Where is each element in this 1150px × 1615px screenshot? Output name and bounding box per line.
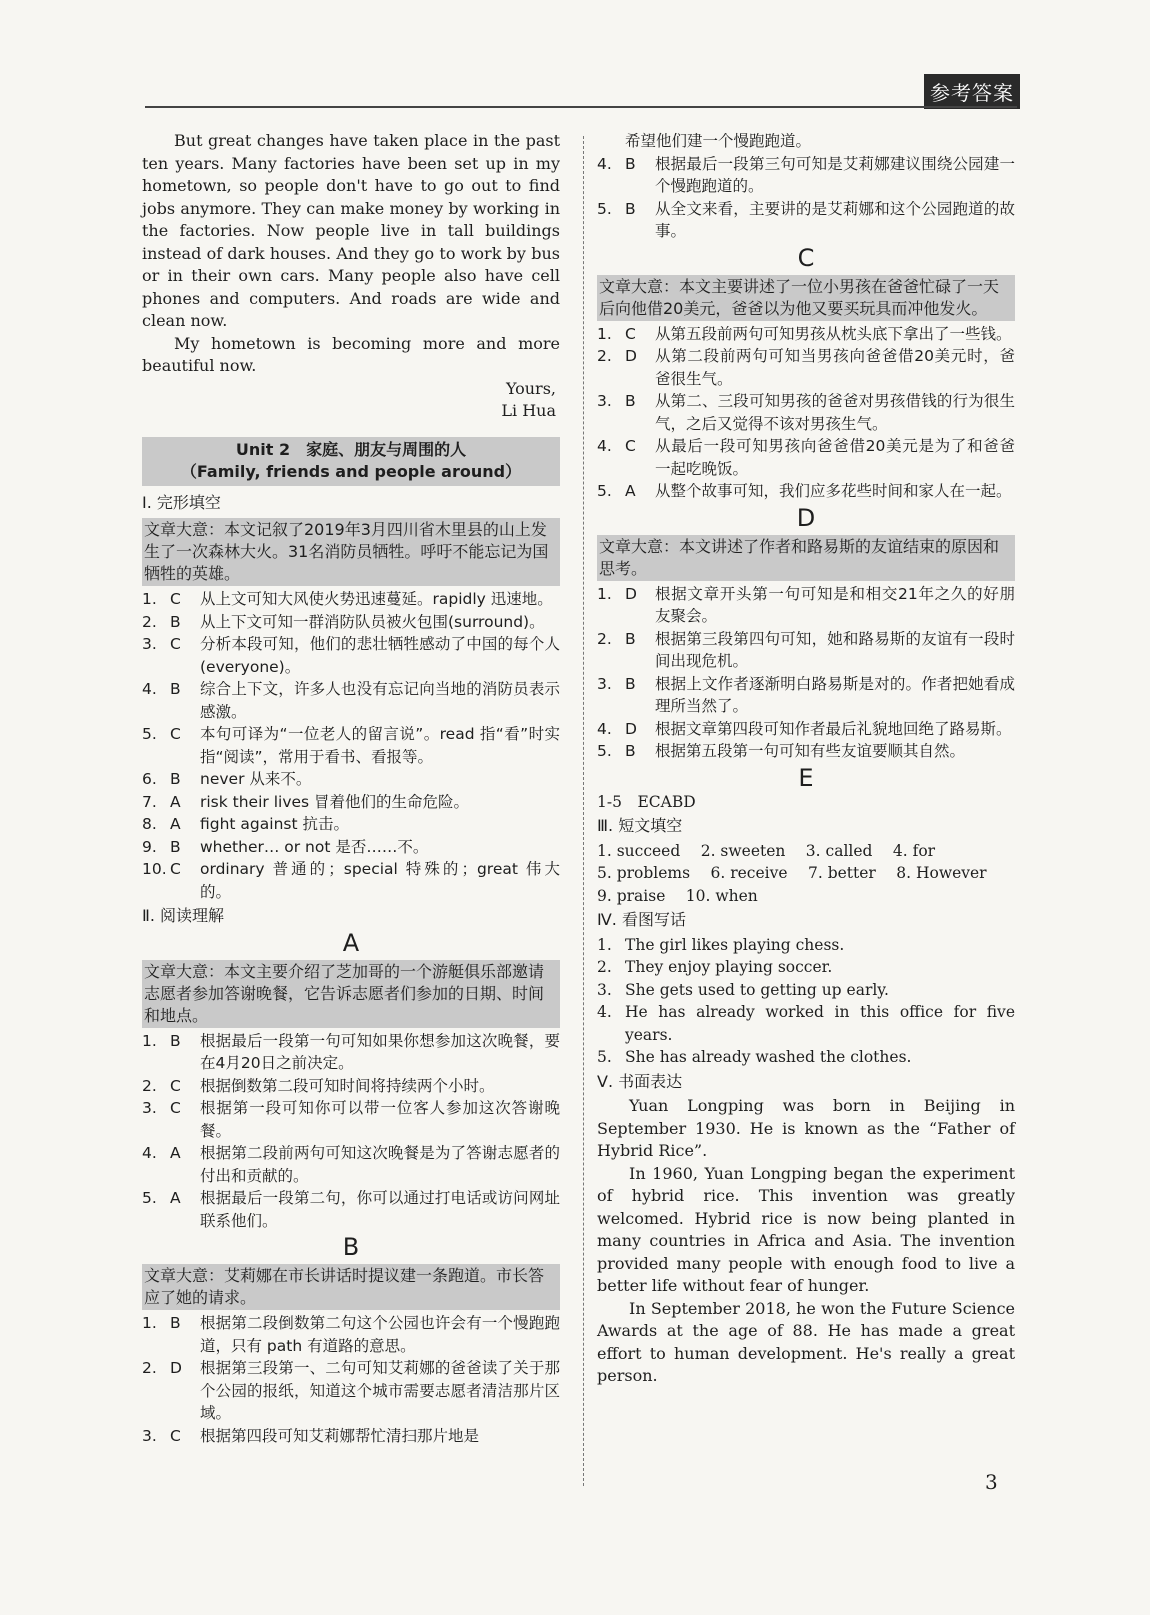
letter-closing: Yours,: [505, 378, 556, 398]
answer-letter: B: [170, 1031, 181, 1050]
essay-paragraph-1: Yuan Longping was born in Beijing in September 1930. He is known as the “Father of Hybrid Rice”.: [597, 1096, 1015, 1160]
reading-c-answers: [597, 323, 1015, 503]
answer-letter: D: [625, 719, 637, 738]
answer-letter: B: [625, 199, 636, 218]
answer-number: 8.: [142, 815, 157, 833]
left-column: [142, 130, 560, 1447]
answer-item: [142, 678, 560, 723]
picture-sentence: [597, 956, 1015, 979]
answer-number: 5.: [597, 1048, 612, 1066]
answer-letter: A: [170, 1189, 181, 1207]
answer-number: 1.: [597, 324, 612, 343]
picture-sentence: [597, 934, 1015, 957]
answer-item: [142, 791, 560, 814]
letter-signature: Li Hua: [501, 401, 556, 420]
answer-number: 3.: [142, 1099, 157, 1117]
answer-number: 4.: [597, 1003, 612, 1021]
section-heading-cloze: Ⅰ. 完形填空: [142, 492, 221, 512]
fill-line: 1. succeed 2. sweeten 3. called 4. for: [597, 841, 936, 860]
answer-text: 根据文章第四段可知作者最后礼貌地回绝了路易斯。: [655, 719, 1012, 738]
answer-number: 4.: [142, 1144, 157, 1162]
summary-a: 文章大意：本文主要介绍了芝加哥的一个游艇俱乐部邀请志愿者参加答谢晚餐，它告诉志愿者们参加的日期、时间和地点。: [142, 960, 560, 1028]
answer-item: [142, 813, 560, 836]
answer-item: [142, 1425, 560, 1448]
answer-letter: C: [170, 1076, 181, 1095]
answer-letter: A: [170, 1144, 181, 1162]
answer-letter: C: [625, 324, 636, 343]
answer-text: 从第二、三段可知男孩的爸爸对男孩借钱的行为很生气，之后又觉得不该对男孩生气。: [655, 392, 1015, 433]
answer-item: [142, 1312, 560, 1357]
answer-item: [142, 1097, 560, 1142]
reading-e-answers: 1-5 ECABD: [597, 792, 696, 811]
answer-text: 希望他们建一个慢跑跑道。: [625, 132, 812, 150]
answer-number: 7.: [142, 792, 157, 811]
answer-letter: B: [625, 629, 636, 648]
answer-text: 根据第五段第一句可知有些友谊要顺其自然。: [655, 742, 966, 760]
answer-item: [142, 836, 560, 859]
answer-text: 根据上文作者逐渐明白路易斯是对的。作者把她看成理所当然了。: [655, 674, 1015, 715]
answer-letter: C: [170, 590, 181, 608]
fill-line: 5. problems 6. receive 7. better 8. However: [597, 864, 987, 882]
cloze-answers: [142, 588, 560, 903]
picture-sentence: [597, 1001, 1015, 1046]
passage-letter-a: A: [342, 928, 360, 957]
column-divider: [583, 136, 584, 1486]
answer-item: [597, 435, 1015, 480]
answer-text: 根据第四段可知艾莉娜帮忙清扫那片地是: [200, 1426, 480, 1445]
answer-number: 4.: [597, 154, 612, 173]
answer-number: 4.: [597, 437, 612, 455]
answer-item: [142, 768, 560, 791]
answer-number: 9.: [142, 837, 157, 856]
letter-paragraph-2: My hometown is becoming more and more beautiful now.: [142, 333, 560, 375]
answer-text: 从第二段前两句可知当男孩向爸爸借20美元时，爸爸很生气。: [655, 347, 1015, 388]
answer-item: [597, 345, 1015, 390]
answer-number: 3.: [597, 392, 612, 410]
answer-text: 根据第三段第四句可知，她和路易斯的友谊有一段时间出现危机。: [655, 629, 1015, 670]
answer-item: [597, 323, 1015, 346]
answer-number: 5.: [142, 1189, 157, 1207]
unit-title: Unit 2 家庭、朋友与周围的人: [235, 439, 467, 459]
answer-text: 分析本段可知，他们的悲壮牺牲感动了中国的每个人(everyone)。: [200, 635, 560, 676]
answer-text: ordinary 普通的；special 特殊的；great 伟大的。: [200, 860, 560, 901]
answer-number: 3.: [597, 674, 612, 693]
reading-b-answers: [142, 1312, 560, 1447]
essay-paragraph-3: In September 2018, he won the Future Science Awards at the age of 88. He has made a great effort to human development. He's really a great person.: [597, 1298, 1015, 1385]
answer-number: 5.: [597, 199, 612, 218]
answer-number: 1.: [142, 590, 157, 608]
answer-text: They enjoy playing soccer.: [625, 958, 833, 976]
answer-item: [142, 633, 560, 678]
answer-letter: B: [625, 154, 636, 173]
right-column: [597, 130, 1015, 1388]
answer-letter: D: [625, 584, 637, 603]
answer-text: never 从来不。: [200, 770, 312, 788]
answer-text: She has already washed the clothes.: [625, 1048, 912, 1066]
answer-number: 1.: [142, 1031, 157, 1050]
answer-text: 根据第二段倒数第二句这个公园也许会有一个慢跑跑道，只有 path 有道路的意思。: [200, 1314, 560, 1355]
answer-item: [597, 198, 1015, 243]
answer-number: 3.: [142, 635, 157, 653]
answer-number: 2.: [142, 1359, 157, 1377]
answer-item: [142, 1142, 560, 1187]
answer-item: [597, 673, 1015, 718]
answer-number: 2.: [597, 347, 612, 365]
answer-letter: D: [625, 347, 637, 365]
answer-number: 2.: [597, 958, 612, 976]
answer-number: 5.: [597, 742, 612, 760]
answer-letter: B: [625, 742, 636, 760]
answer-text: The girl likes playing chess.: [625, 935, 845, 954]
answer-number: 2.: [597, 629, 612, 648]
unit-title-box: [142, 437, 560, 486]
passage-letter-e: E: [798, 763, 814, 792]
answer-text: 从整个故事可知，我们应多花些时间和家人在一起。: [655, 482, 1012, 500]
summary-b: 文章大意：艾莉娜在市长讲话时提议建一条跑道。市长答应了她的请求。: [142, 1264, 560, 1310]
answer-letter: C: [170, 1099, 181, 1117]
section-heading-writing: Ⅴ. 书面表达: [597, 1071, 683, 1091]
answer-item: [597, 583, 1015, 628]
answer-text: 从全文来看，主要讲的是艾莉娜和这个公园跑道的故事。: [655, 199, 1015, 240]
answer-text: fight against 抗击。: [200, 815, 349, 833]
summary-c: 文章大意：本文主要讲述了一位小男孩在爸爸忙碌了一天后向他借20美元，爸爸以为他又要买玩具而冲他发火。: [597, 275, 1015, 321]
answer-item: [142, 611, 560, 634]
passage-letter-b: B: [342, 1233, 360, 1261]
answer-text: 根据最后一段第三句可知是艾莉娜建议围绕公园建一个慢跑跑道的。: [655, 154, 1015, 195]
answer-item: [142, 1187, 560, 1232]
answer-continuation: [597, 130, 1015, 153]
answer-number: 4.: [142, 680, 157, 698]
answer-item: [597, 390, 1015, 435]
header-rule: [145, 106, 1017, 108]
answer-number: 4.: [597, 719, 612, 738]
answer-number: 10.: [142, 860, 167, 878]
answer-number: 1.: [142, 1314, 157, 1332]
answer-letter: C: [170, 860, 181, 878]
answer-letter: C: [170, 725, 181, 743]
answer-number: 3.: [597, 980, 612, 999]
answer-item: [142, 1357, 560, 1425]
answer-text: 综合上下文，许多人也没有忘记向当地的消防员表示感激。: [200, 680, 560, 721]
answer-letter: D: [170, 1359, 182, 1377]
answer-number: 2.: [142, 1076, 157, 1095]
answer-text: 根据第二段前两句可知这次晚餐是为了答谢志愿者的付出和贡献的。: [200, 1144, 560, 1185]
picture-sentence: [597, 979, 1015, 1002]
letter-paragraph-1: But great changes have taken place in the past ten years. Many factories have been set up in my hometown, so people don't have to go out to find jobs anymore. They can make money by working in the factories. Now people live in tall buildings instead of dark houses. And they go to work by bus or in their own cars. Many people also have cell phones and computers. And roads are wide and clean now.: [142, 131, 560, 330]
answer-number: 6.: [142, 770, 157, 788]
summary-cloze: 文章大意：本文记叙了2019年3月四川省木里县的山上发生了一次森林大火。31名消防员牺牲。呼吁不能忘记为国牺牲的英雄。: [142, 518, 560, 586]
answer-text: 从最后一段可知男孩向爸爸借20美元是为了和爸爸一起吃晚饭。: [655, 437, 1015, 478]
answer-letter: C: [170, 635, 181, 653]
answer-text: He has already worked in this office for five years.: [625, 1003, 1015, 1044]
answer-text: risk their lives 冒着他们的生命危险。: [200, 792, 470, 811]
answer-item: [142, 1075, 560, 1098]
answer-letter: B: [625, 392, 636, 410]
answer-item: [142, 588, 560, 611]
fill-line: 9. praise 10. when: [597, 886, 758, 905]
answer-text: 从上文可知大风使火势迅速蔓延。rapidly 迅速地。: [200, 590, 553, 608]
page-number: 3: [985, 1470, 998, 1494]
answer-text: She gets used to getting up early.: [625, 980, 889, 999]
answer-number: 5.: [142, 725, 157, 743]
passage-letter-c: C: [797, 243, 815, 272]
reading-d-answers: [597, 583, 1015, 763]
answer-letter: A: [170, 815, 181, 833]
answer-item: [597, 628, 1015, 673]
picture-sentence: [597, 1046, 1015, 1069]
answer-text: 本句可译为“一位老人的留言说”。read 指“看”时实指“阅读”，常用于看书、看报等。: [200, 725, 560, 766]
answer-letter: B: [170, 612, 181, 631]
answer-letter: C: [170, 1426, 181, 1445]
answer-letter: B: [170, 837, 181, 856]
passage-letter-d: D: [796, 503, 816, 532]
answer-letter: B: [625, 674, 636, 693]
section-heading-fill: Ⅲ. 短文填空: [597, 816, 683, 835]
answer-number: 1.: [597, 935, 612, 954]
answer-text: 根据第一段可知你可以带一位客人参加这次答谢晚餐。: [200, 1099, 560, 1140]
answer-text: 从第五段前两句可知男孩从枕头底下拿出了一些钱。: [655, 324, 1012, 343]
answer-text: 根据最后一段第一句可知如果你想参加这次晚餐，要在4月20日之前决定。: [200, 1031, 560, 1072]
answer-text: 根据最后一段第二句，你可以通过打电话或访问网址联系他们。: [200, 1189, 560, 1230]
answer-text: 根据第三段第一、二句可知艾莉娜的爸爸读了关于那个公园的报纸，知道这个城市需要志愿者清洁那片区域。: [200, 1359, 560, 1422]
answer-number: 5.: [597, 482, 612, 500]
unit-subtitle: （Family, friends and people around）: [180, 462, 522, 481]
answer-letter: B: [170, 770, 181, 788]
answer-letter: B: [170, 680, 181, 698]
answer-text: 根据文章开头第一句可知是和相交21年之久的好朋友聚会。: [655, 584, 1015, 625]
answer-item: [142, 723, 560, 768]
answer-text: 根据倒数第二段可知时间将持续两个小时。: [200, 1076, 495, 1095]
answer-item: [597, 480, 1015, 503]
answer-letter: B: [170, 1314, 181, 1332]
answer-letter: A: [625, 482, 636, 500]
essay-paragraph-2: In 1960, Yuan Longping began the experiment of hybrid rice. This invention was greatly welcomed. Hybrid rice is now being planted in many countries in Africa and Asia. The invention provided many people with enough food to live a better life without fear of hunger.: [597, 1163, 1015, 1295]
answer-item: [142, 858, 560, 903]
answer-item: [142, 1030, 560, 1075]
reading-a-answers: [142, 1030, 560, 1233]
answer-item: [597, 740, 1015, 763]
header-tab: 参考答案: [924, 74, 1020, 109]
answer-number: 1.: [597, 584, 612, 603]
answer-letter: A: [170, 792, 181, 811]
section-heading-pictures: Ⅳ. 看图写话: [597, 910, 686, 929]
answer-number: 2.: [142, 612, 157, 631]
answer-letter: C: [625, 437, 636, 455]
section-heading-reading: Ⅱ. 阅读理解: [142, 906, 225, 925]
answer-text: whether… or not 是否……不。: [200, 837, 429, 856]
answer-item: [597, 718, 1015, 741]
answer-text: 从上下文可知一群消防队员被火包围(surround)。: [200, 612, 545, 631]
answer-number: 3.: [142, 1426, 157, 1445]
answer-item: [597, 153, 1015, 198]
summary-d: 文章大意：本文讲述了作者和路易斯的友谊结束的原因和思考。: [597, 535, 1015, 581]
